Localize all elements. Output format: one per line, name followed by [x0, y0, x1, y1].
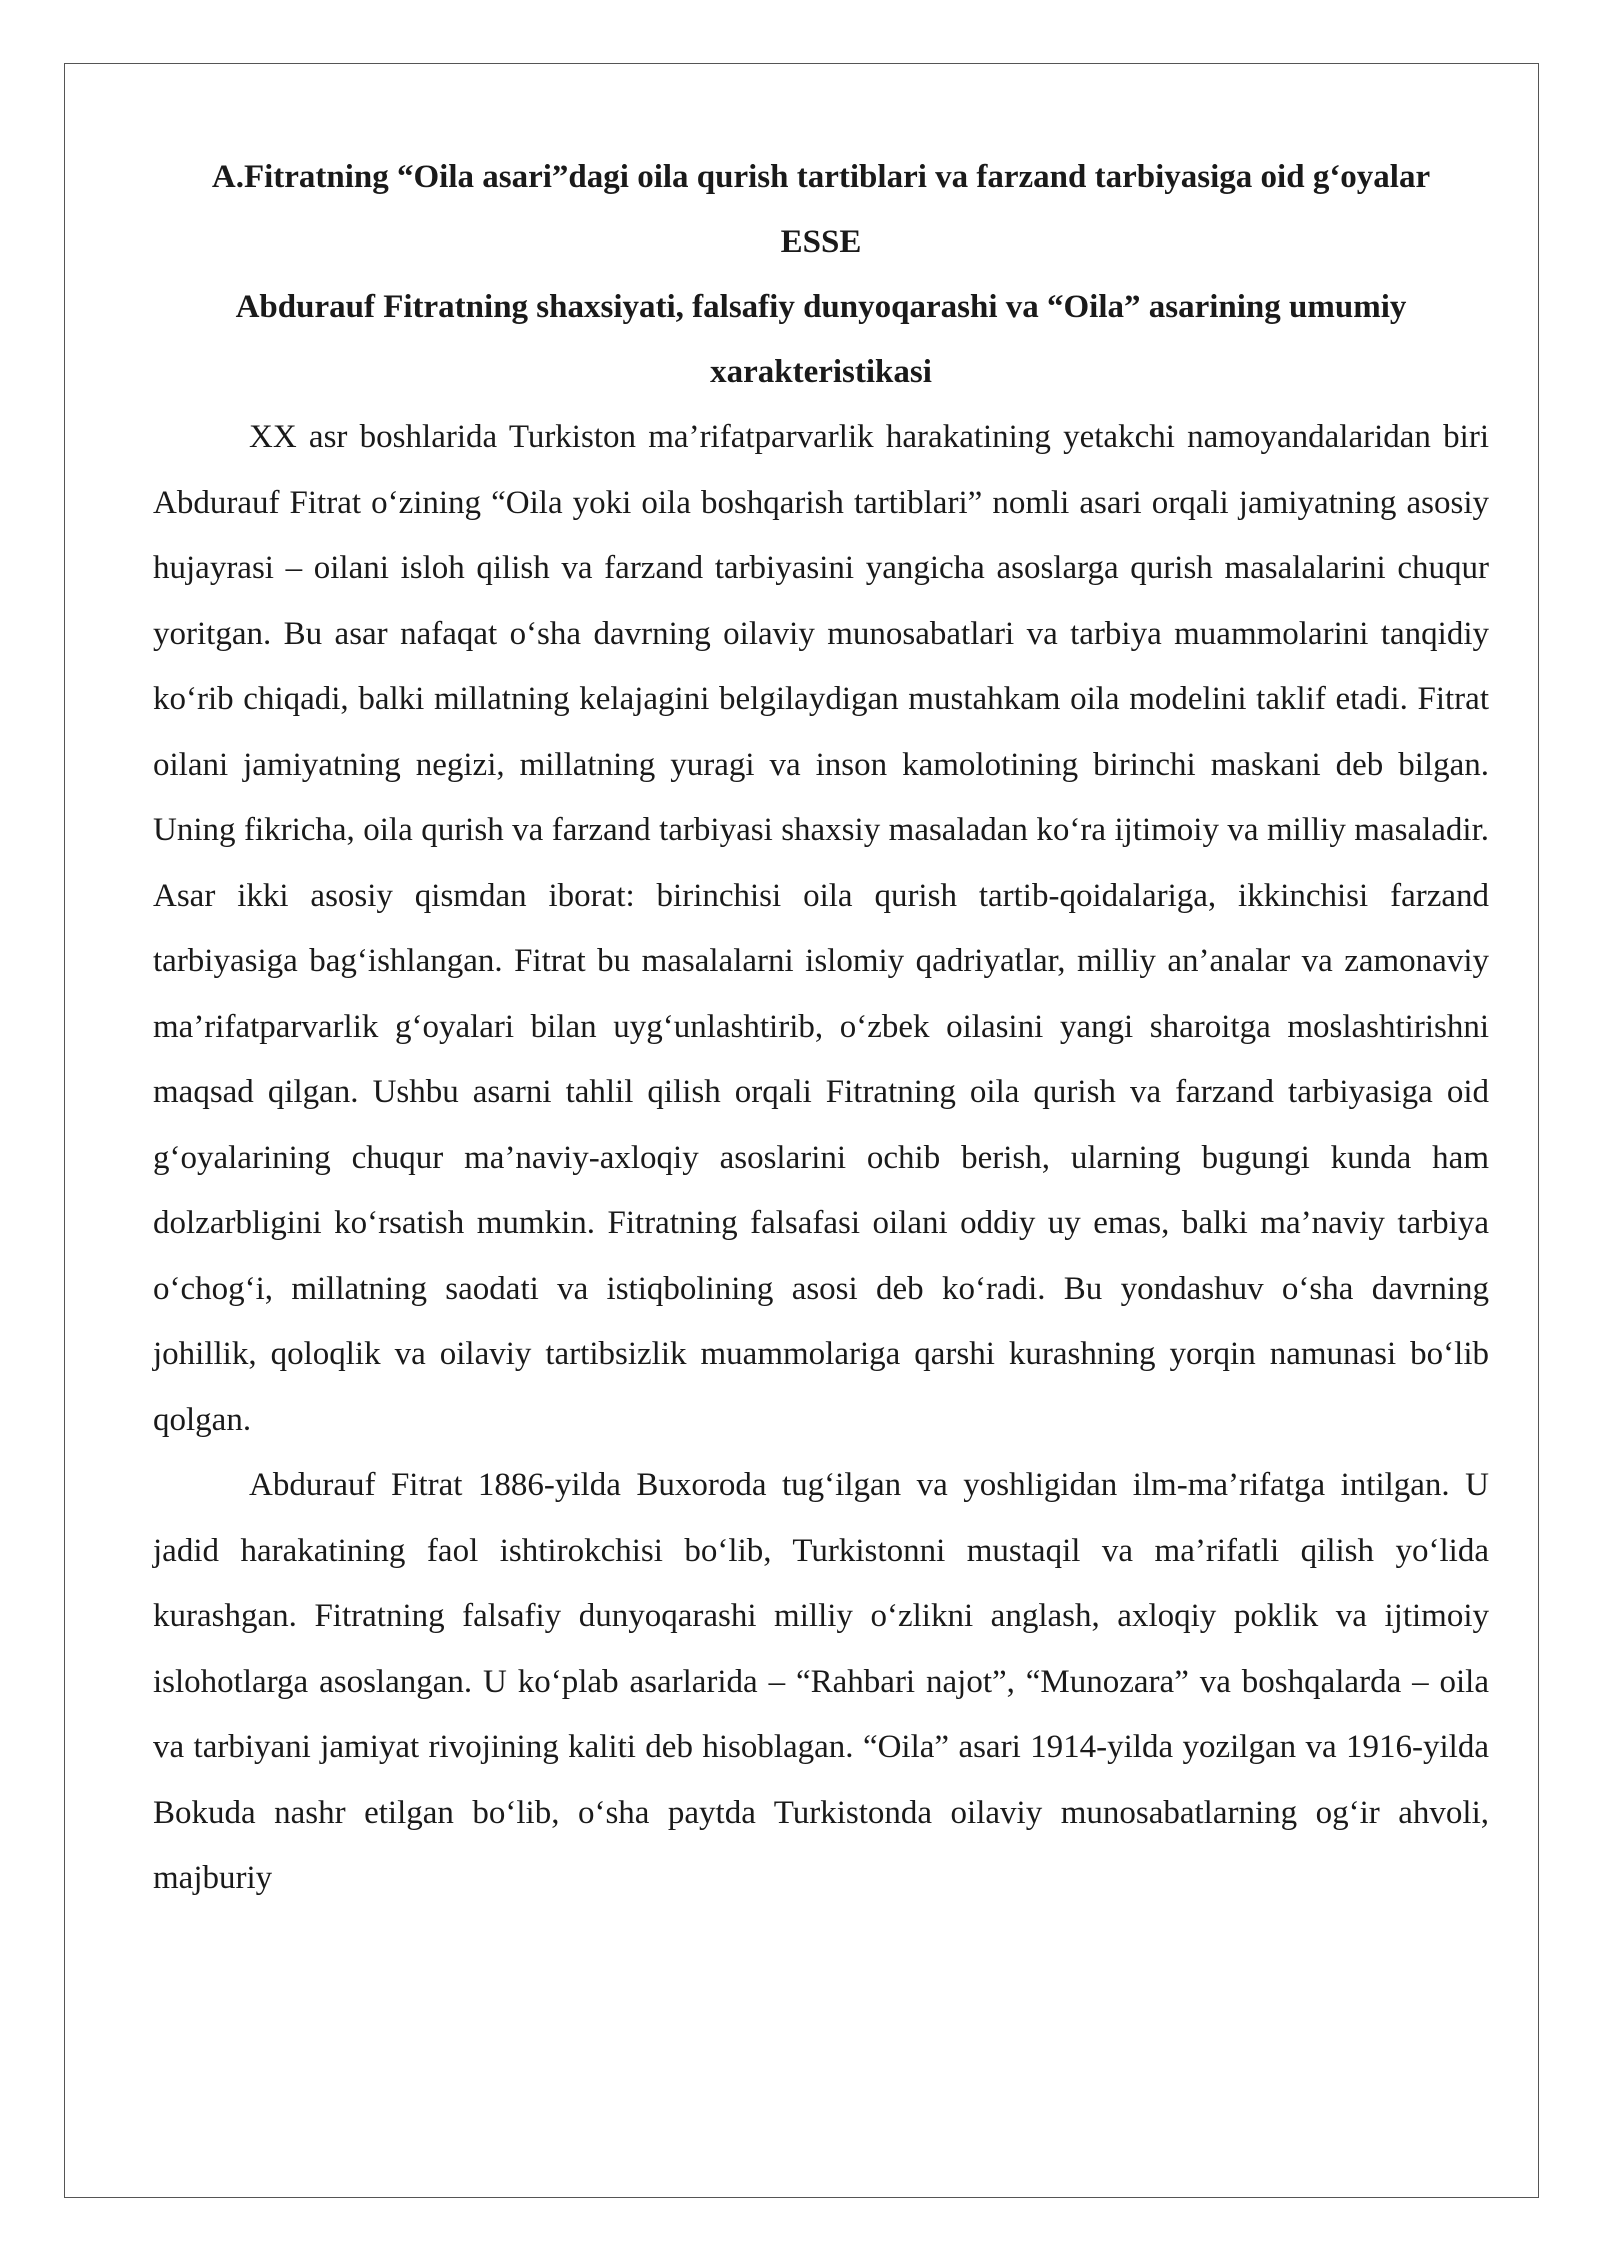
- document-body: [153, 145, 1489, 1912]
- body-paragraph: XX asr boshlarida Turkiston ma’rifatparvarlik harakatining yetakchi namoyandalaridan biri Abdurauf Fitrat o‘zining “Oila yoki oila boshqarish tartiblari” nomli asari orqali jamiyatning asosiy hujayrasi – oilani isloh qilish va farzand tarbiyasini yangicha asoslarga qurish masalalarini chuqur yoritgan. Bu asar nafaqat o‘sha davrning oilaviy munosabatlari va tarbiya muammolarini tanqidiy ko‘rib chiqadi, balki millatning kelajagini belgilaydigan mustahkam oila modelini taklif etadi. Fitrat oilani jamiyatning negizi, millatning yuragi va inson kamolotining birinchi maskani deb bilgan. Uning fikricha, oila qurish va farzand tarbiyasi shaxsiy masaladan ko‘ra ijtimoiy va milliy masaladir. Asar ikki asosiy qismdan iborat: birinchisi oila qurish tartib-qoidalariga, ikkinchisi farzand tarbiyasiga bag‘ishlangan. Fitrat bu masalalarni islomiy qadriyatlar, milliy an’analar va zamonaviy ma’rifatparvarlik g‘oyalari bilan uyg‘unlashtirib, o‘zbek oilasini yangi sharoitga moslashtirishni maqsad qilgan. Ushbu asarni tahlil qilish orqali Fitratning oila qurish va farzand tarbiyasiga oid g‘oyalarining chuqur ma’naviy-axloqiy asoslarini ochib berish, ularning bugungi kunda ham dolzarbligini ko‘rsatish mumkin. Fitratning falsafasi oilani oddiy uy emas, balki ma’naviy tarbiya o‘chog‘i, millatning saodati va istiqbolining asosi deb ko‘radi. Bu yondashuv o‘sha davrning johillik, qoloqlik va oilaviy tartibsizlik muammolariga qarshi kurashning yorqin namunasi bo‘lib qolgan.: [153, 419, 1489, 1438]
- document-title: A.Fitratning “Oila asari”dagi oila qurish tartiblari va farzand tarbiyasiga oid g‘oyalar: [211, 159, 1431, 195]
- document-subtitle: ESSE: [780, 224, 862, 260]
- body-paragraph: Abdurauf Fitrat 1886-yilda Buxoroda tug‘ilgan va yoshligidan ilm-ma’rifatga intilgan. U jadid harakatining faol ishtirokchisi bo‘lib, Turkistonni mustaqil va ma’rifatli qilish yo‘lida kurashgan. Fitratning falsafiy dunyoqarashi milliy o‘zlikni anglash, axloqiy poklik va ijtimoiy islohotlarga asoslangan. U ko‘plab asarlarida – “Rahbari najot”, “Munozara” va boshqalarda – oila va tarbiyani jamiyat rivojining kaliti deb hisoblagan. “Oila” asari 1914-yilda yozilgan va 1916-yilda Bokuda nashr etilgan bo‘lib, o‘sha paytda Turkistonda oilaviy munosabatlarning og‘ir ahvoli, majburiy: [153, 1467, 1489, 1896]
- section-heading: Abdurauf Fitratning shaxsiyati, falsafiy dunyoqarashi va “Oila” asarining umumiy xarakteristikasi: [235, 289, 1407, 390]
